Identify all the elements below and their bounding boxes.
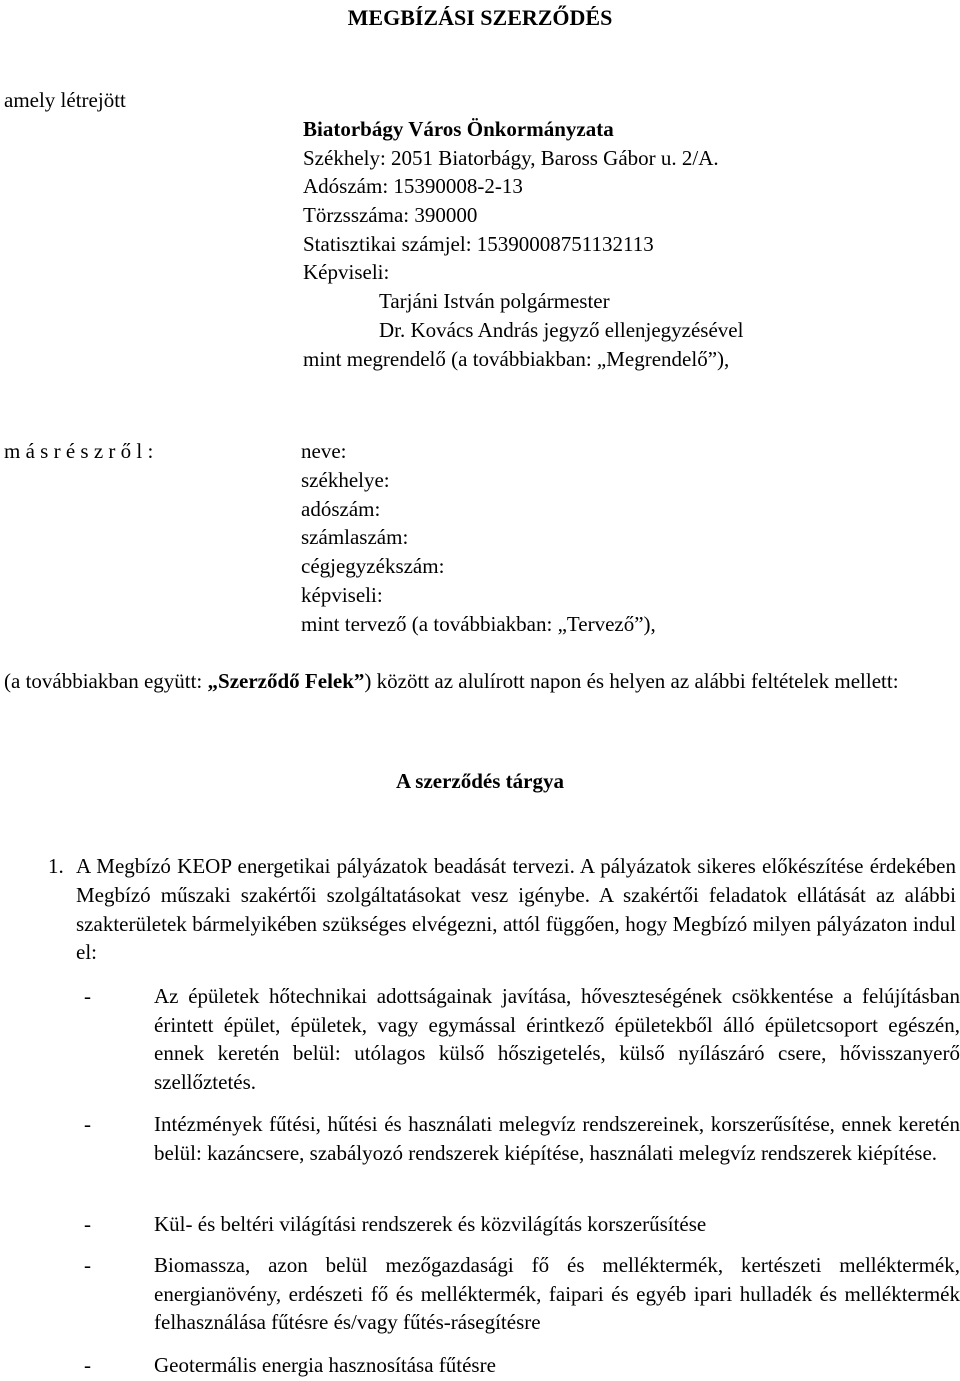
party1-tax: Adószám: 15390008-2-13 [303,174,523,199]
list-dash: - [84,1353,91,1377]
party1-rep2: Dr. Kovács András jegyző ellenjegyzésével [379,317,744,342]
party1-rep1: Tarjáni István polgármester [379,289,610,314]
party1-seat: Székhely: 2051 Biatorbágy, Baross Gábor u. 2/A. [303,145,719,170]
party2-field-seat: székhelye: [301,467,390,492]
list-dash: - [84,984,91,1008]
list-item-text: Geotermális energia hasznosítása fűtésre [154,1353,496,1377]
list-item [84,1351,960,1380]
list-item [84,1251,960,1337]
list-item [84,1210,960,1239]
together-post: ) között az alulírott napon és helyen az alábbi feltételek mellett: [364,669,899,693]
party2-label: m á s r é s z r ő l : [4,439,154,463]
party2-field-account: számlaszám: [301,525,409,550]
party1-rep-label: Képviseli: [303,260,390,285]
intro-text: amely létrejött [4,88,126,112]
document-title: MEGBÍZÁSI SZERZŐDÉS [347,5,613,30]
together-pre: (a továbbiakban együtt: [4,669,208,693]
party2-field-tax: adószám: [301,496,381,521]
party1-role: mint megrendelő (a továbbiakban: „Megrendelő”), [303,346,730,371]
party2-role: mint tervező (a továbbiakban: „Tervező”), [301,611,656,636]
party1-registry: Törzsszáma: 390000 [303,203,478,228]
list-dash: - [84,1253,91,1277]
section-title: A szerződés tárgya [396,769,564,793]
party2-block [301,437,656,639]
list-item [84,1110,960,1167]
party1-stat: Statisztikai számjel: 15390008751132113 [303,231,654,256]
clause-1 [48,852,956,967]
party1-name: Biatorbágy Város Önkormányzata [303,117,614,141]
list-item-text: Intézmények fűtési, hűtési és használati melegvíz rendszereinek, korszerűsítése, ennek keretén belül: kazáncsere, szabályozó rendszerek kiépítése, használati melegvíz rendszerek kiépítése. [154,1112,960,1165]
together-bold: „Szerződő Felek” [207,669,365,693]
parties-together-paragraph [4,667,956,696]
party2-field-rep: képviseli: [301,582,383,607]
clause-text: A Megbízó KEOP energetikai pályázatok beadását tervezi. A pályázatok sikeres előkészítése érdekében Megbízó műszaki szakértői szolgáltatásokat vesz igénybe. A szakértői feladatok ellátását az alábbi szakterületek bármelyikében szükséges elvégezni, attól függően, hogy Megbízó milyen pályázaton indul el: [76,854,956,965]
party2-field-name: neve: [301,439,347,463]
list-item-text: Az épületek hőtechnikai adottságainak javítása, hőveszteségének csökkentése a felújításban érintett épület, épületek, vagy egymással érintkező épületekből álló épületcsoport egészén, ennek keretén belül: utólagos külső hőszigetelés, külső nyílászáró csere, hővisszanyerő szellőztetés. [154,984,960,1094]
list-item-text: Biomassza, azon belül mezőgazdasági fő és melléktermék, kertészeti melléktermék, energianövény, erdészeti fő és melléktermék, faipari és egyéb ipari hulladék és melléktermék felhasználása fűtésre és/vagy fűtés-rásegítésre [154,1253,960,1335]
party1-block [303,115,743,373]
list-item-text: Kül- és beltéri világítási rendszerek és közvilágítás korszerűsítése [154,1212,707,1236]
list-item [84,982,960,1096]
list-dash: - [84,1112,91,1136]
party2-field-company-reg: cégjegyzékszám: [301,554,445,579]
clause-number: 1. [48,854,64,878]
list-dash: - [84,1212,91,1236]
